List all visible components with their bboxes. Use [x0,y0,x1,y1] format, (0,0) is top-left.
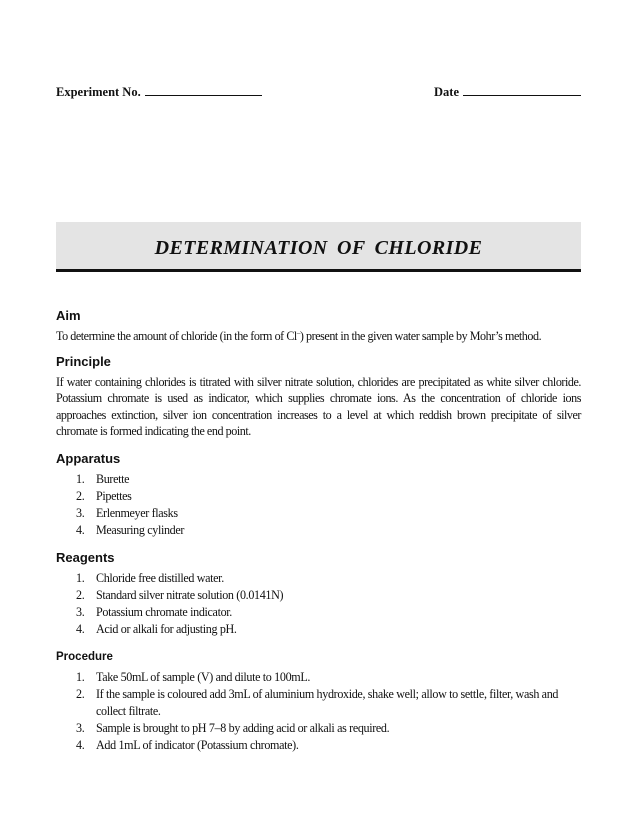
list-item [56,505,581,522]
list-number: 2. [76,686,85,701]
experiment-number-blank [145,84,262,96]
apparatus-section [56,451,581,539]
list-item [56,621,581,638]
list-number: 3. [76,604,85,619]
list-item [56,737,581,754]
aim-text [56,328,581,345]
list-item-text: Pipettes [96,488,132,503]
principle-heading: Principle [56,353,111,369]
procedure-section [56,649,581,754]
procedure-heading: Procedure [56,650,113,663]
list-item-text: Standard silver nitrate solution (0.0141N) [96,587,284,602]
list-item [56,686,581,720]
apparatus-list [56,471,581,539]
list-item [56,570,581,587]
chloride-charge-superscript: – [296,328,300,337]
experiment-number-label: Experiment No. [56,85,141,99]
list-number: 1. [76,471,85,486]
list-item [56,471,581,488]
list-item-text: Erlenmeyer flasks [96,505,178,520]
reagents-section [56,550,581,638]
list-item-text: Chloride free distilled water. [96,570,224,585]
list-number: 3. [76,505,85,520]
list-number: 1. [76,570,85,585]
list-item [56,604,581,621]
list-number: 3. [76,720,85,735]
list-number: 4. [76,737,85,752]
page-title: DETERMINATION OF CHLORIDE [154,237,483,259]
experiment-number-field [56,84,262,100]
aim-section [56,308,581,345]
list-number: 1. [76,669,85,684]
list-item-text: Measuring cylinder [96,522,185,537]
list-item-text: If the sample is coloured add 3mL of aluminium hydroxide, shake well; allow to settle, filter, wash and collect filtrate. [96,686,559,718]
list-number: 4. [76,522,85,537]
date-blank [463,84,581,96]
list-item-text: Potassium chromate indicator. [96,604,232,619]
list-number: 4. [76,621,85,636]
list-item [56,669,581,686]
aim-text-after: ) present in the given water sample by Mohr’s method. [299,329,542,343]
document-body [56,308,581,754]
list-number: 2. [76,587,85,602]
list-item-text: Add 1mL of indicator (Potassium chromate). [96,737,299,752]
procedure-list [56,669,581,754]
date-label: Date [434,85,459,99]
aim-text-before: To determine the amount of chloride (in the form of Cl [56,329,297,343]
principle-section [56,354,581,440]
list-item-text: Burette [96,471,130,486]
reagents-list [56,570,581,638]
list-number: 2. [76,488,85,503]
date-field [434,84,581,100]
list-item-text: Acid or alkali for adjusting pH. [96,621,237,636]
title-band [56,222,581,272]
apparatus-heading: Apparatus [56,450,121,466]
list-item [56,587,581,604]
page-header [56,84,581,100]
aim-heading: Aim [56,308,81,323]
principle-text: If water containing chlorides is titrated with silver nitrate solution, chlorides are precipitated as white silver chloride. Potassium chromate is used as indicator, which supplies chromate ions. As the concentration of chloride ions approaches extinction, silver ion concentration increases to a level at which reddish brown precipitate of silver chromate is formed indicating the end point. [56,374,581,438]
list-item [56,720,581,737]
list-item-text: Take 50mL of sample (V) and dilute to 100mL. [96,669,311,684]
list-item-text: Sample is brought to pH 7–8 by adding acid or alkali as required. [96,720,390,735]
reagents-heading: Reagents [56,549,115,565]
list-item [56,522,581,539]
list-item [56,488,581,505]
